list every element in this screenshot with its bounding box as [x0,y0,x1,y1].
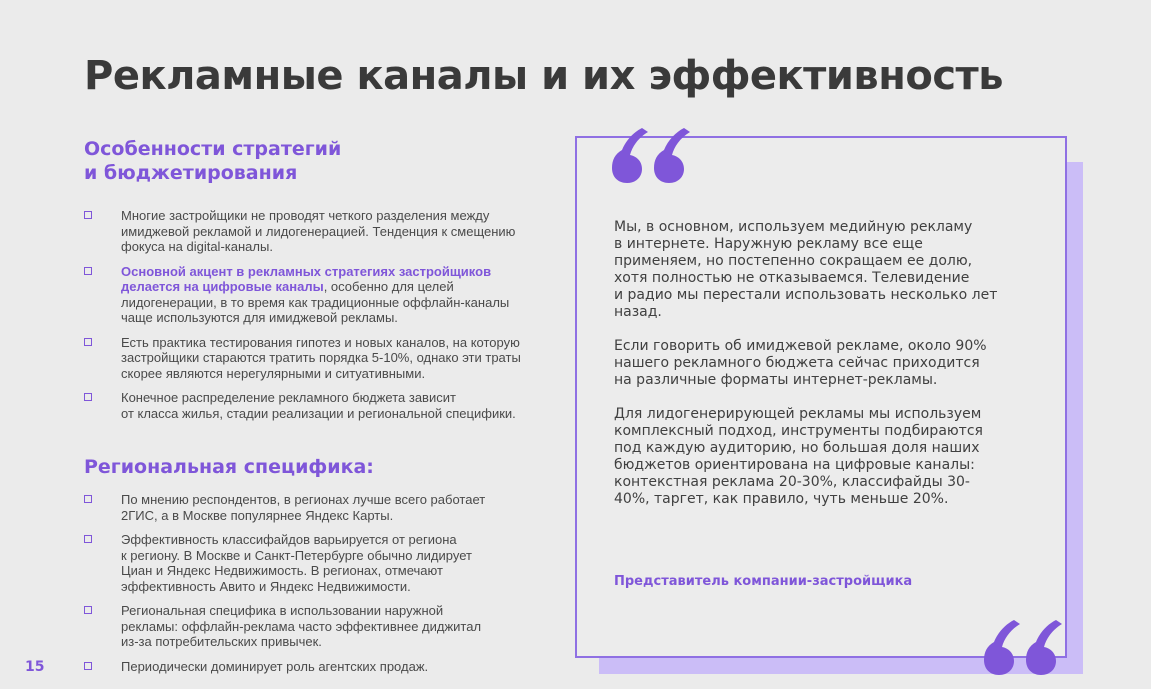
bullet-line: Периодически доминирует роль агентских продаж. [121,658,429,674]
quote-line: назад. [614,304,662,320]
list-item [84,659,564,675]
quote-line: под каждую аудиторию, но большая доля наших [614,440,980,456]
quote-paragraph [614,219,997,321]
regional-bullet-list [84,492,564,683]
bullet-line: застройщики стараются тратить порядка 5-10%, однако эти траты [121,350,521,365]
quote-line: Для лидогенерирующей рекламы мы используем [614,406,982,422]
quote-line: 40%, таргет, как правило, чуть меньше 20%. [614,491,949,507]
page-title: Рекламные каналы и их эффективность [84,53,1004,99]
list-item [84,264,564,326]
bullet-line: эффективность Авито и Яндекс Недвижимости. [121,578,411,594]
quote-author: Представитель компании-застройщика [614,574,913,589]
list-item [84,532,564,594]
heading-line: и бюджетирования [84,162,298,184]
checkbox-bullet-icon [84,393,92,401]
quote-text [614,219,997,525]
quote-line: бюджетов ориентирована на цифровые каналы: [614,457,975,473]
bullet-highlight-tail: делается на цифровые каналы [121,279,324,294]
quote-line: Мы, в основном, используем медийную рекламу [614,219,973,235]
bullet-line: Циан и Яндекс Недвижимость. В регионах, отмечают [121,563,443,578]
bullet-line: имиджевой рекламой и лидогенерацией. Тенденция к смещению [121,223,516,239]
bullet-tail: , особенно для целей [323,279,454,294]
checkbox-bullet-icon [84,338,92,346]
checkbox-bullet-icon [84,606,92,614]
bullet-line: лидогенерации, в то время как традиционные оффлайн-каналы [121,294,510,310]
quote-close-icon [984,618,1062,676]
section-heading-strategies [84,137,341,185]
checkbox-bullet-icon [84,211,92,219]
quote-line: в интернете. Наружную рекламу все еще [614,236,923,252]
checkbox-bullet-icon [84,535,92,543]
list-item [84,335,564,382]
bullet-line: из-за потребительских привычек. [121,634,322,649]
bullet-line: Эффективность классифайдов варьируется от региона [121,532,457,547]
strategies-bullet-list [84,208,564,430]
bullet-line: Есть практика тестирования гипотез и новых каналов, на которую [121,334,520,350]
checkbox-bullet-icon [84,267,92,275]
bullet-line: чаще используются для имиджевой рекламы. [121,310,398,325]
quote-line: и радио мы перестали использовать несколько лет [614,287,998,303]
heading-line: Особенности стратегий [84,138,342,160]
heading-line: Региональная специфика: [84,456,374,478]
list-item [84,603,564,650]
list-item [84,390,564,421]
bullet-line: рекламы: оффлайн-реклама часто эффективнее диджитал [121,618,482,634]
quote-line: на различные форматы интернет-рекламы. [614,372,938,388]
bullet-line: от класса жилья, стадии реализации и региональной специфики. [121,405,516,421]
bullet-line: Многие застройщики не проводят четкого разделения между [121,208,490,223]
quote-line: нашего рекламного бюджета сейчас приходится [614,355,980,371]
quote-open-icon [612,126,690,184]
bullet-line: к региону. В Москве и Санкт-Петербурге обычно лидирует [121,547,472,563]
bullet-line: скорее являются нерегулярными и ситуативными. [121,365,426,381]
quote-line: комплексный подход, инструменты подбираются [614,423,983,439]
quote-line: хотя полностью не отказываемся. Телевидение [614,270,970,286]
bullet-line: Региональная специфика в использовании наружной [121,603,444,618]
quote-paragraph [614,406,997,508]
bullet-line: По мнению респондентов, в регионах лучше всего работает [121,492,486,507]
checkbox-bullet-icon [84,662,92,670]
checkbox-bullet-icon [84,495,92,503]
quote-line: применяем, но постепенно сокращаем ее долю, [614,253,973,269]
section-heading-regional [84,455,374,479]
bullet-line-highlight: Основной акцент в рекламных стратегиях застройщиков [121,263,492,279]
page-number: 15 [25,659,45,675]
list-item [84,208,564,255]
bullet-line: фокуса на digital-каналы. [121,239,273,254]
quote-paragraph [614,338,997,389]
list-item [84,492,564,523]
quote-line: Если говорить об имиджевой рекламе, около 90% [614,338,987,354]
bullet-line: 2ГИС, а в Москве популярнее Яндекс Карты. [121,507,394,523]
quote-line: контекстная реклама 20-30%, классифайды 30- [614,474,970,490]
bullet-line: Конечное распределение рекламного бюджета зависит [121,390,456,405]
